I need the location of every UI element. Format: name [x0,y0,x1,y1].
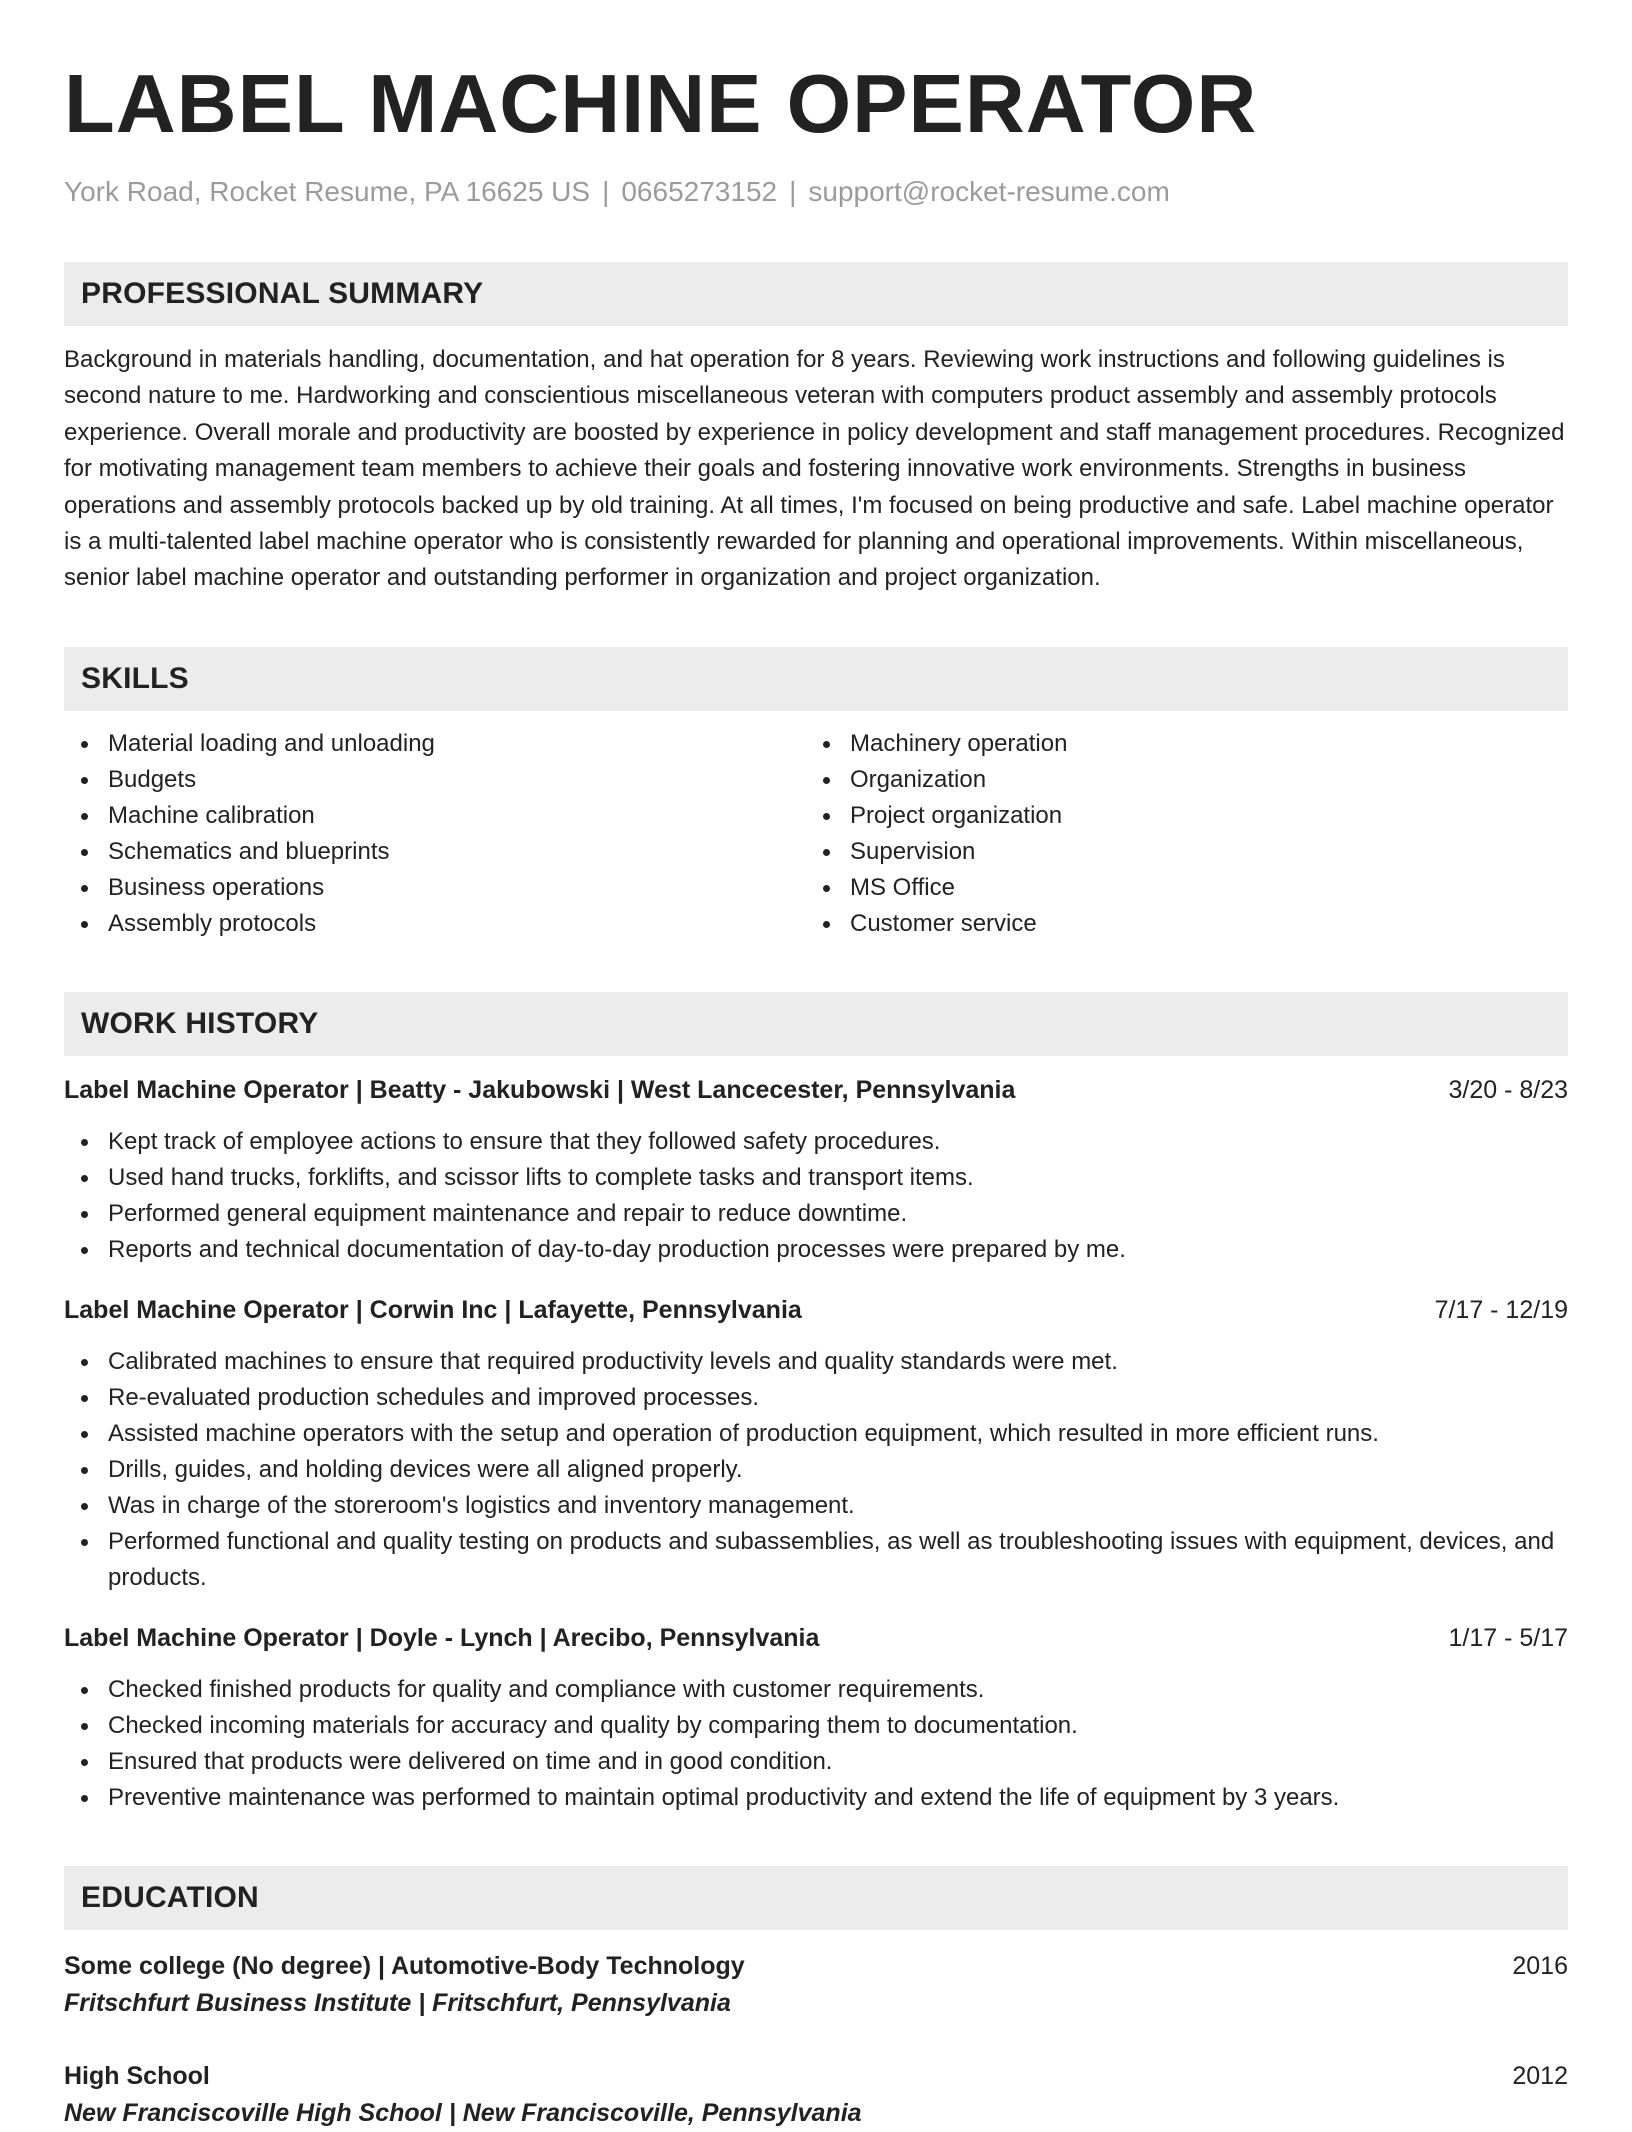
section-heading-education: EDUCATION [64,1866,1568,1930]
education-entry [64,1948,1568,2022]
job-dates: 7/17 - 12/19 [1434,1295,1568,1324]
job-bullets [64,1672,1568,1816]
education-year: 2012 [1512,2061,1568,2090]
skill-item: Material loading and unloading [64,726,806,762]
education-entry [64,2058,1568,2132]
job-title: Label Machine Operator | Corwin Inc | Lafayette, Pennsylvania [64,1295,802,1324]
job-bullet: Preventive maintenance was performed to maintain optimal productivity and extend the life of equipment by 3 years. [64,1780,1568,1816]
job-bullet: Kept track of employee actions to ensure that they followed safety procedures. [64,1124,1568,1160]
skill-item: Project organization [806,798,1548,834]
contact-phone: 0665273152 [621,176,778,207]
candidate-name: LABEL MACHINE OPERATOR [64,57,1258,150]
job-bullet: Checked incoming materials for accuracy and quality by comparing them to documentation. [64,1708,1568,1744]
job-header [64,1620,1568,1656]
section-heading-skills: SKILLS [64,647,1568,711]
education-header [64,2058,1568,2094]
section-heading-work-history: WORK HISTORY [64,992,1568,1056]
education-degree: Some college (No degree) | Automotive-Body Technology [64,1951,745,1980]
skill-item: Customer service [806,906,1548,942]
summary-text: Background in materials handling, documentation, and hat operation for 8 years. Reviewing work instructions and following guidelines is second nature to me. Hardworking and conscientious miscellaneous veteran with computers product assembly and assembly protocols experience. Overall morale and productivity are boosted by experience in policy development and staff management procedures. Recognized for motivating management team members to achieve their goals and fostering innovative work environments. Strengths in business operations and assembly protocols backed up by old training. At all times, I'm focused on being productive and safe. Label machine operator is a multi-talented label machine operator who is consistently rewarded for planning and operational improvements. Within miscellaneous, senior label machine operator and outstanding performer in organization and project organization. [64,346,1565,592]
job-bullet: Reports and technical documentation of day-to-day production processes were prepared by me. [64,1232,1568,1268]
skills-column-left [64,726,806,942]
skill-item: Assembly protocols [64,906,806,942]
job-header [64,1292,1568,1328]
skill-item: MS Office [806,870,1548,906]
job-dates: 1/17 - 5/17 [1448,1623,1568,1652]
contact-separator: | [789,176,797,207]
skill-item: Organization [806,762,1548,798]
contact-line [64,174,1568,210]
job-bullet: Was in charge of the storeroom's logistics and inventory management. [64,1488,1568,1524]
education-header [64,1948,1568,1984]
section-heading-summary: PROFESSIONAL SUMMARY [64,262,1568,326]
job-bullet: Performed functional and quality testing on products and subassemblies, as well as troubleshooting issues with equipment, devices, and products. [64,1524,1568,1596]
skill-item: Supervision [806,834,1548,870]
skills-column-right [806,726,1548,942]
job-bullet: Performed general equipment maintenance and repair to reduce downtime. [64,1196,1568,1232]
skill-item: Machinery operation [806,726,1548,762]
job-header [64,1072,1568,1108]
contact-email[interactable]: support@rocket-resume.com [808,176,1170,207]
job-dates: 3/20 - 8/23 [1448,1075,1568,1104]
skill-item: Business operations [64,870,806,906]
job-title: Label Machine Operator | Beatty - Jakubowski | West Lancecester, Pennsylvania [64,1075,1016,1104]
education-school: New Franciscoville High School | New Franciscoville, Pennsylvania [64,2098,862,2127]
job-entry [64,1072,1568,1268]
job-bullet: Used hand trucks, forklifts, and scissor lifts to complete tasks and transport items. [64,1160,1568,1196]
education-year: 2016 [1512,1951,1568,1980]
job-bullet: Drills, guides, and holding devices were all aligned properly. [64,1452,1568,1488]
skill-item: Budgets [64,762,806,798]
job-bullet: Ensured that products were delivered on time and in good condition. [64,1744,1568,1780]
job-bullet: Calibrated machines to ensure that required productivity levels and quality standards were met. [64,1344,1568,1380]
resume-page [64,56,1568,2132]
job-bullets [64,1124,1568,1268]
contact-address: York Road, Rocket Resume, PA 16625 US [64,176,591,207]
skills-list [64,726,1568,942]
education-degree: High School [64,2061,210,2090]
job-entry [64,1292,1568,1596]
skill-item: Machine calibration [64,798,806,834]
job-bullet: Checked finished products for quality and compliance with customer requirements. [64,1672,1568,1708]
job-title: Label Machine Operator | Doyle - Lynch | Arecibo, Pennsylvania [64,1623,820,1652]
job-bullet: Assisted machine operators with the setup and operation of production equipment, which resulted in more efficient runs. [64,1416,1568,1452]
job-bullet: Re-evaluated production schedules and improved processes. [64,1380,1568,1416]
skill-item: Schematics and blueprints [64,834,806,870]
job-bullets [64,1344,1568,1596]
education-school: Fritschfurt Business Institute | Fritschfurt, Pennsylvania [64,1988,731,2017]
contact-separator: | [602,176,610,207]
job-entry [64,1620,1568,1816]
